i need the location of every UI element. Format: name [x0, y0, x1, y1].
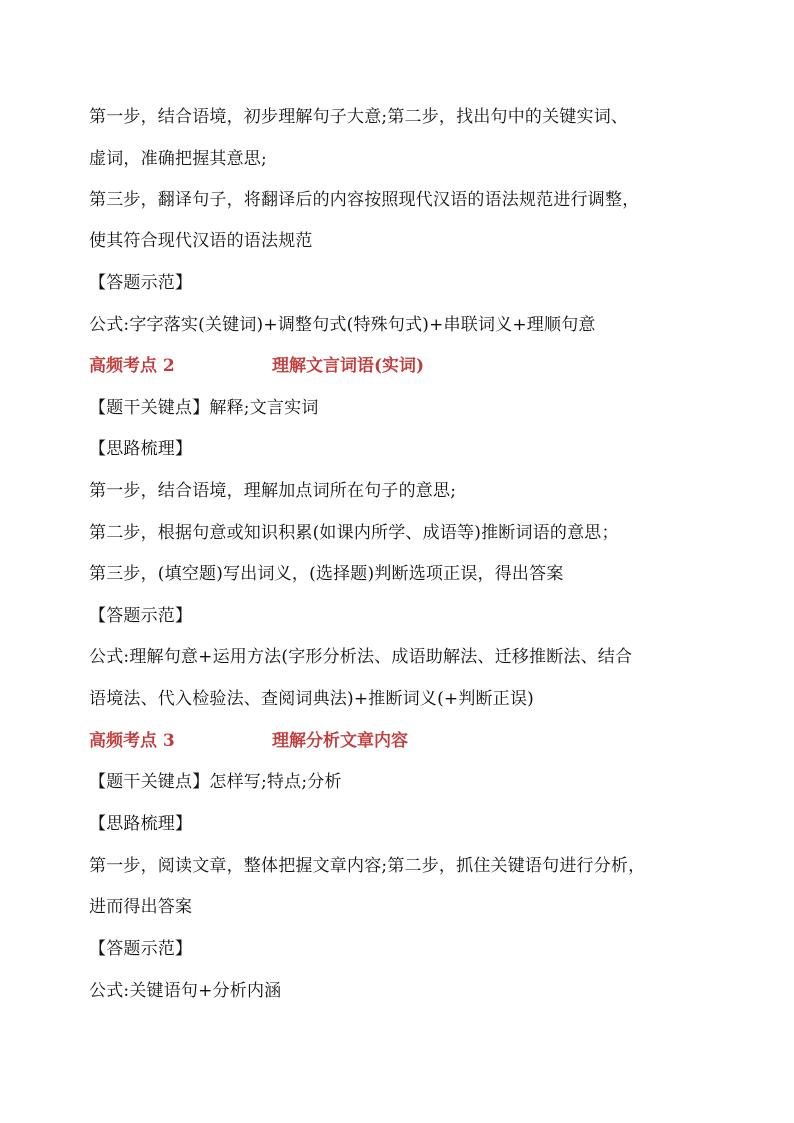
heading-number: 高频考点 3 [89, 731, 175, 751]
step-text: 第二步，根据句意或知识积累(如课内所学、成语等)推断词语的意思； [89, 523, 619, 543]
heading-topic: 理解分析文章内容 [272, 731, 408, 751]
steps-text-line: 第三步，翻译句子，将翻译后的内容按照现代汉语的语法规范进行调整， [89, 190, 640, 210]
formula-text-line: 语境法、代入检验法、查阅词典法)+推断词义(+判断正误) [89, 689, 534, 709]
steps-text-line: 虚词，准确把握其意思; [89, 149, 267, 169]
section-heading [89, 730, 739, 752]
example-heading: 【答题示范】 [89, 606, 193, 626]
thinking-heading: 【思路梳理】 [89, 439, 193, 459]
formula-text-line: 公式:理解句意+运用方法(字形分析法、成语助解法、迁移推断法、结合 [89, 647, 633, 667]
formula-text: 公式:关键语句+分析内涵 [89, 981, 282, 1001]
keywords-text: 【题干关键点】解释;文言实词 [89, 398, 319, 418]
step-text: 第三步，(填空题)写出词义，(选择题)判断选项正误，得出答案 [89, 564, 564, 584]
example-heading: 【答题示范】 [89, 939, 193, 959]
steps-text-line: 第一步，结合语境，初步理解句子大意;第二步，找出句中的关键实词、 [89, 107, 629, 127]
keywords-text: 【题干关键点】怎样写;特点;分析 [89, 772, 342, 792]
example-heading: 【答题示范】 [89, 273, 193, 293]
section-heading [89, 355, 739, 377]
step-text: 第一步，结合语境，理解加点词所在句子的意思; [89, 481, 457, 501]
steps-text-line: 使其符合现代汉语的语法规范 [89, 231, 313, 251]
steps-text-line: 第一步，阅读文章，整体把握文章内容;第二步，抓住关键语句进行分析， [89, 856, 646, 876]
heading-topic: 理解文言词语(实词) [272, 356, 425, 376]
steps-text-line: 进而得出答案 [89, 897, 193, 917]
thinking-heading: 【思路梳理】 [89, 814, 193, 834]
heading-number: 高频考点 2 [89, 356, 175, 376]
formula-text: 公式:字字落实(关键词)+调整句式(特殊句式)+串联词义+理顺句意 [89, 315, 596, 335]
